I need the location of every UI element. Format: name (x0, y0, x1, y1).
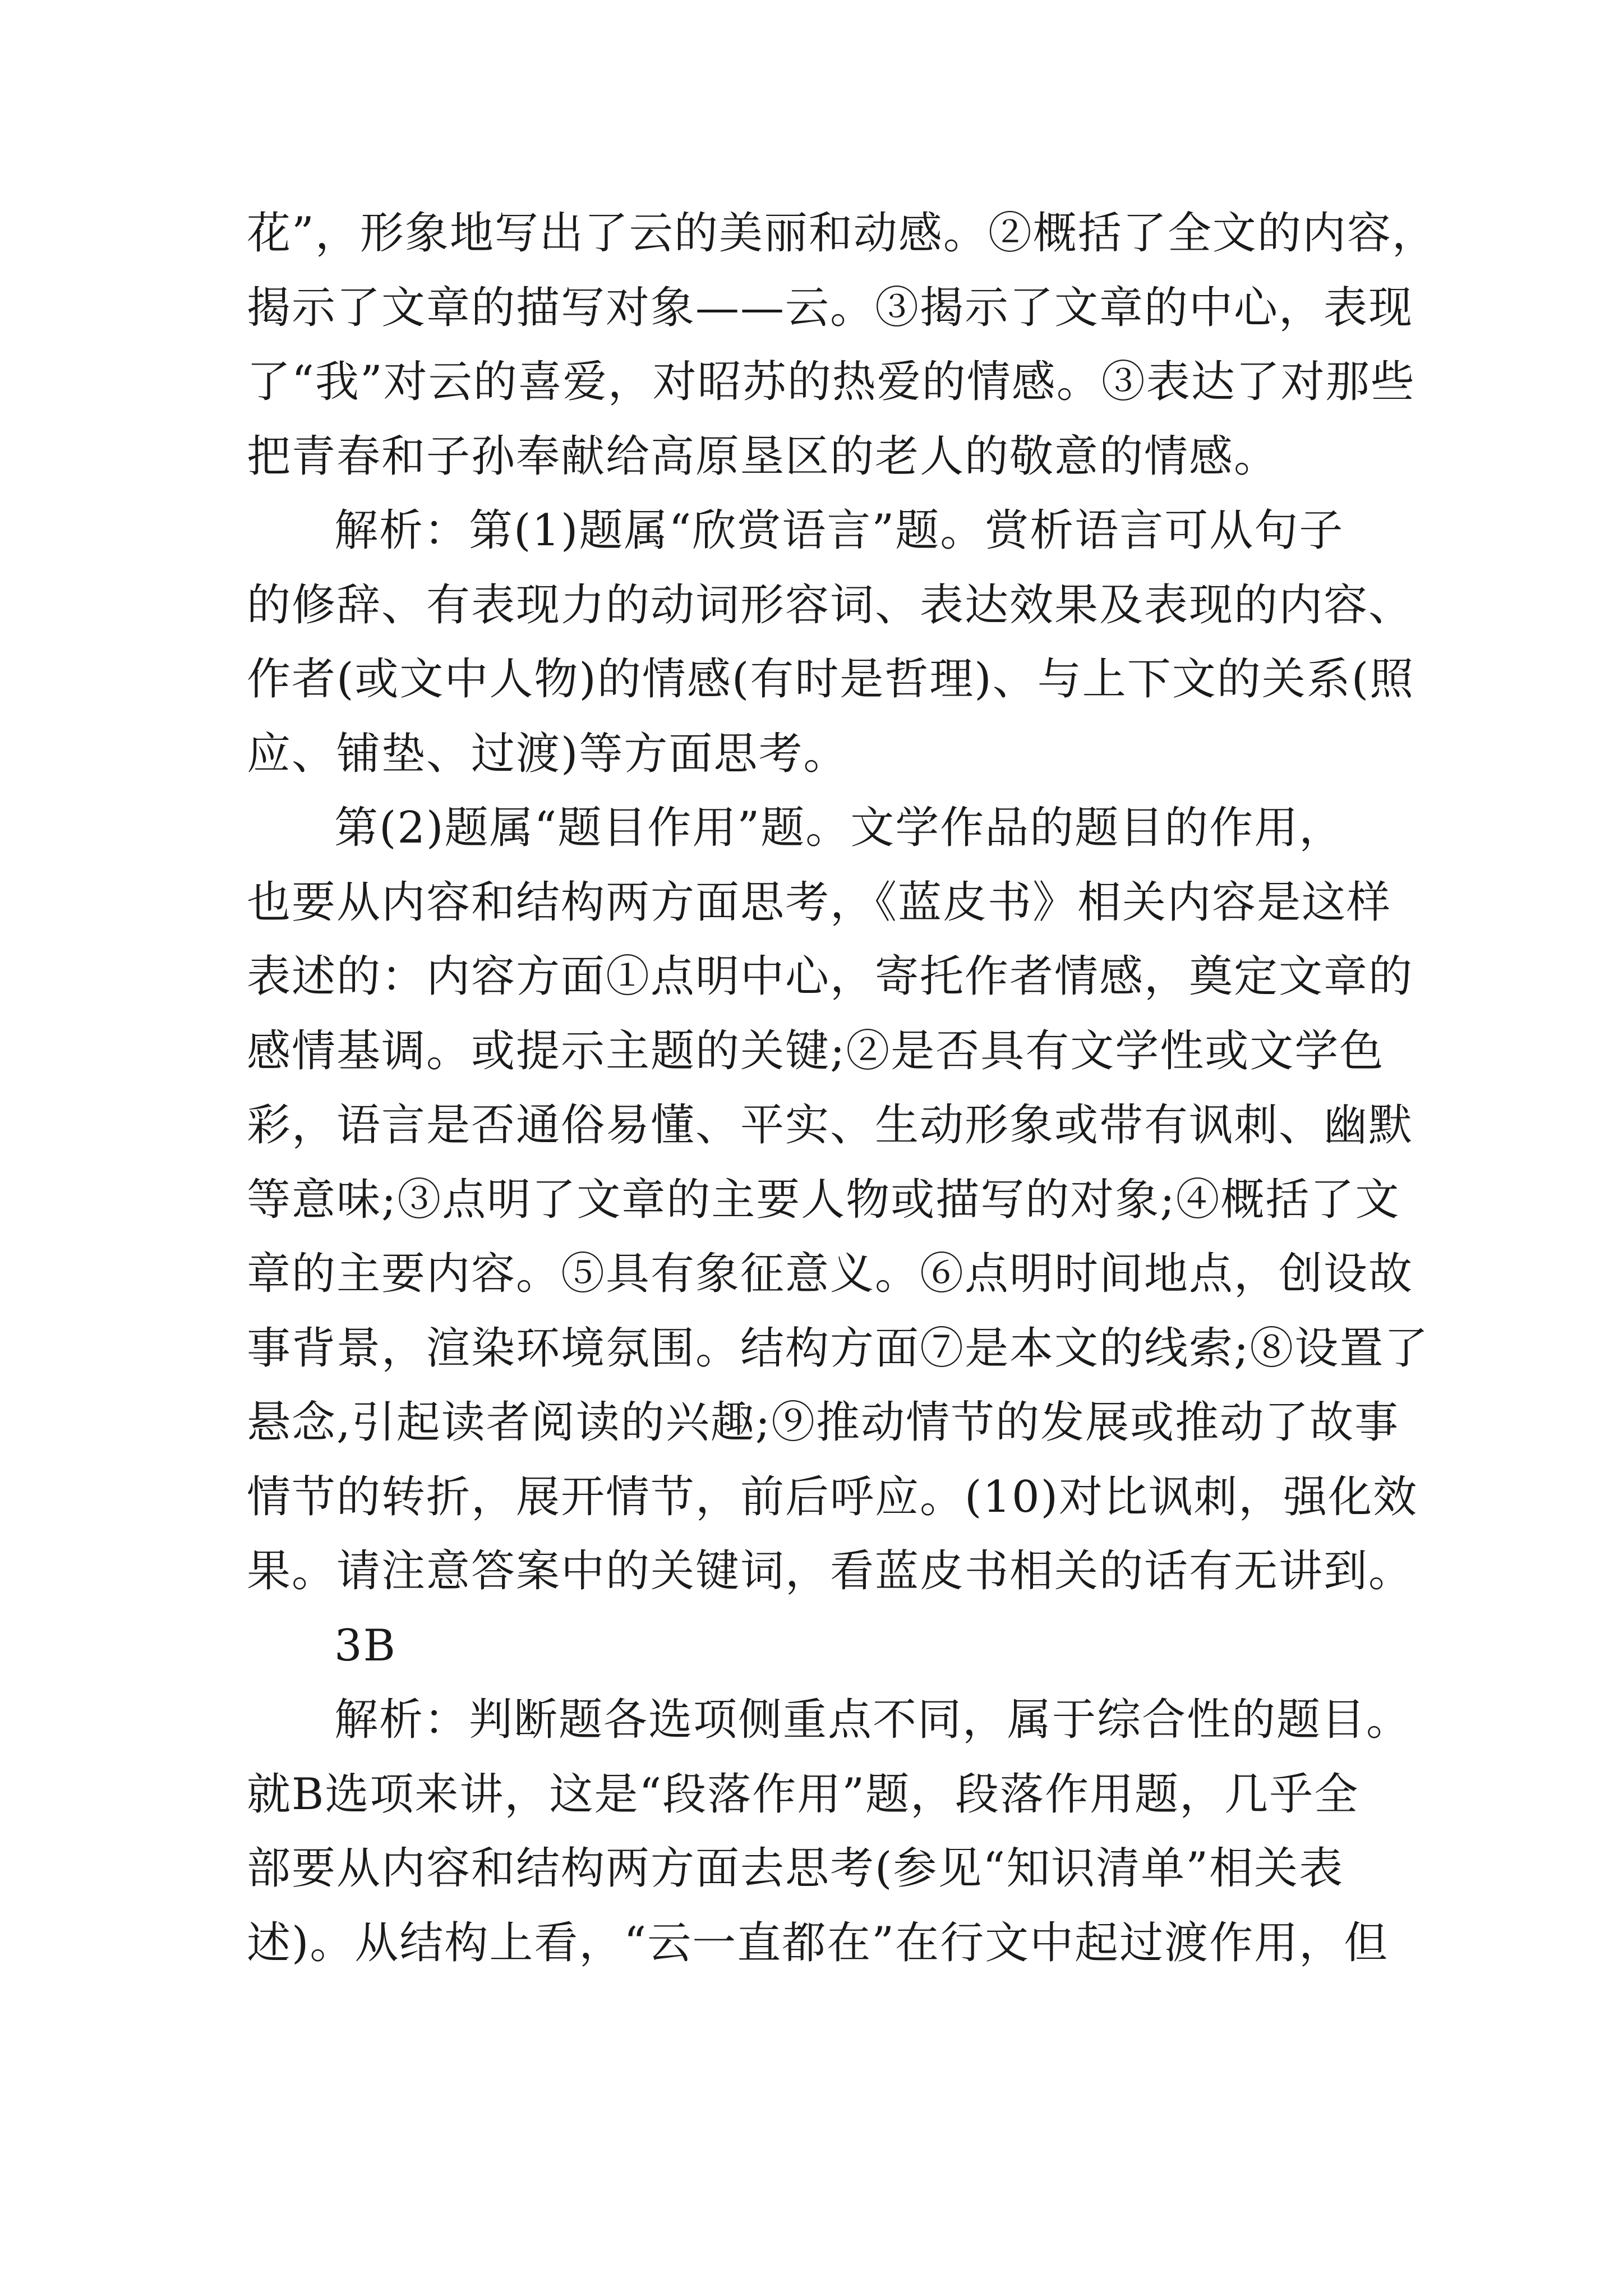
text-line: 述)。从结构上看，“云一直都在”在行文中起过渡作用，但 (247, 1917, 1389, 1968)
answer-label: 3B (334, 1620, 396, 1671)
text-line: 章的主要内容。⑤具有象征意义。⑥点明时间地点，创设故 (247, 1249, 1414, 1299)
text-line: 就B选项来讲，这是“段落作用”题，段落作用题，几乎全 (247, 1769, 1359, 1820)
text-line: 揭示了文章的描写对象——云。③揭示了文章的中心，表现 (247, 282, 1414, 333)
text-line: 的修辞、有表现力的动词形容词、表达效果及表现的内容、 (247, 579, 1414, 631)
paragraph-start-line: 解析：第(1)题属“欣赏语言”题。赏析语言可从句子 (334, 505, 1344, 556)
text-line: 把青春和子孙奉献给高原垦区的老人的敬意的情感。 (247, 431, 1279, 482)
paragraph-start-line: 第(2)题属“题目作用”题。文学作品的题目的作用， (334, 803, 1344, 853)
text-line: 悬念,引起读者阅读的兴趣;⑨推动情节的发展或推动了故事 (247, 1397, 1400, 1448)
text-line: 应、铺垫、过渡)等方面思考。 (247, 728, 849, 779)
text-line: 花”，形象地写出了云的美丽和动感。②概括了全文的内容， (247, 208, 1437, 259)
text-line: 作者(或文中人物)的情感(有时是哲理)、与上下文的关系(照 (247, 654, 1415, 705)
body-text (247, 196, 1437, 1980)
text-line: 也要从内容和结构两方面思考，《蓝皮书》相关内容是这样 (247, 877, 1392, 928)
text-line: 感情基调。或提示主题的关键;②是否具有文学性或文学色 (247, 1025, 1385, 1076)
text-line: 事背景，渲染环境氛围。结构方面⑦是本文的线索;⑧设置了 (247, 1323, 1430, 1374)
text-line: 果。请注意答案中的关键词，看蓝皮书相关的话有无讲到。 (247, 1546, 1414, 1596)
paragraph-start-line: 解析：判断题各选项侧重点不同，属于综合性的题目。 (334, 1695, 1412, 1745)
text-line: 部要从内容和结构两方面去思考(参见“知识清单”相关表 (247, 1843, 1344, 1894)
text-line: 情节的转折，展开情节，前后呼应。(10)对比讽刺，强化效 (247, 1471, 1418, 1522)
text-line: 表述的：内容方面①点明中心，寄托作者情感，奠定文章的 (247, 951, 1414, 1002)
text-line: 彩，语言是否通俗易懂、平实、生动形象或带有讽刺、幽默 (247, 1100, 1414, 1151)
text-line: 等意味;③点明了文章的主要人物或描写的对象;④概括了文 (247, 1174, 1400, 1225)
text-line: 了“我”对云的喜爱，对昭苏的热爱的情感。③表达了对那些 (247, 357, 1415, 407)
